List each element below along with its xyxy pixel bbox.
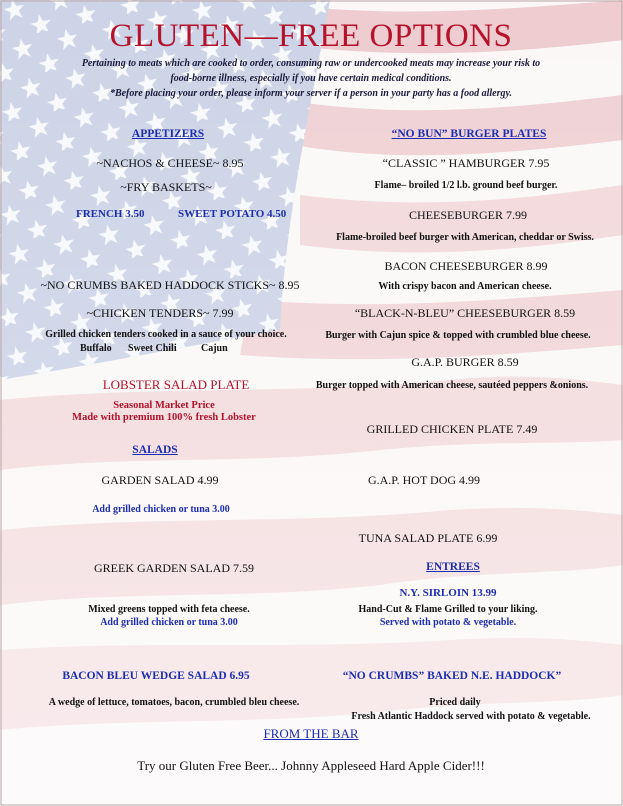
disclaimer-line-3: *Before placing your order, please inform your server if a person in your party has a food allergy. <box>109 88 513 99</box>
greek-salad-description: Mixed greens topped with feta cheese. <box>88 604 250 615</box>
gluten-free-beer-note: Try our Gluten Free Beer... Johnny Appleseed Hard Apple Cider!!! <box>137 758 485 773</box>
bacon-cheeseburger-description: With crispy bacon and American cheese. <box>378 281 552 292</box>
cheeseburger-item: CHEESEBURGER 7.99 <box>408 208 528 222</box>
appetizers-header: APPETIZERS <box>131 128 205 140</box>
baked-haddock-description: Fresh Atlantic Haddock served with potato & vegetable. <box>351 711 591 722</box>
burger-plates-header: “NO BUN” BURGER PLATES <box>391 128 547 140</box>
classic-hamburger-description: Flame– broiled 1/2 l.b. ground beef burger. <box>374 180 558 191</box>
sauce-buffalo: Buffalo <box>80 343 112 354</box>
sweet-potato-fries-item: SWEET POTATO 4.50 <box>178 208 287 220</box>
grilled-chicken-plate-item: GRILLED CHICKEN PLATE 7.49 <box>366 422 538 436</box>
ny-sirloin-served-with: Served with potato & vegetable. <box>379 617 517 628</box>
gap-burger-item: G.A.P. BURGER 8.59 <box>411 355 519 369</box>
garden-salad-addon: Add grilled chicken or tuna 3.00 <box>92 504 230 515</box>
entrees-header: ENTREES <box>426 561 480 573</box>
cheeseburger-description: Flame-broiled beef burger with American, cheddar or Swiss. <box>336 232 594 243</box>
sauce-cajun: Cajun <box>201 343 228 354</box>
chicken-tenders-description: Grilled chicken tenders cooked in a sauce of your choice. <box>45 329 287 340</box>
black-n-bleu-description: Burger with Cajun spice & topped with crumbled blue cheese. <box>325 330 591 341</box>
chicken-tenders-item: ~CHICKEN TENDERS~ 7.99 <box>86 306 234 320</box>
gap-burger-description: Burger topped with American cheese, sautéed peppers &onions. <box>315 380 589 391</box>
haddock-sticks-item: ~NO CRUMBS BAKED HADDOCK STICKS~ 8.95 <box>40 278 300 292</box>
from-the-bar-header: FROM THE BAR <box>263 726 359 741</box>
greek-salad-item: GREEK GARDEN SALAD 7.59 <box>94 561 254 575</box>
bacon-bleu-salad-item: BACON BLEU WEDGE SALAD 6.95 <box>62 670 250 682</box>
disclaimer-line-1: Pertaining to meats which are cooked to order, consuming raw or undercooked meats may increase your risk to <box>81 58 541 69</box>
bacon-cheeseburger-item: BACON CHEESEBURGER 8.99 <box>384 259 548 273</box>
ny-sirloin-item: N.Y. SIRLOIN 13.99 <box>399 587 497 599</box>
page-title: GLUTEN—FREE OPTIONS <box>109 18 513 54</box>
black-n-bleu-item: “BLACK-N-BLEU” CHEESEBURGER 8.59 <box>354 306 576 320</box>
baked-haddock-price: Priced daily <box>429 697 481 708</box>
gap-hot-dog-item: G.A.P. HOT DOG 4.99 <box>367 473 481 487</box>
lobster-salad-header: LOBSTER SALAD PLATE <box>102 377 250 392</box>
classic-hamburger-item: “CLASSIC ” HAMBURGER 7.95 <box>382 156 550 170</box>
sauce-sweet-chili: Sweet Chili <box>128 343 177 354</box>
salads-header: SALADS <box>132 444 178 456</box>
bacon-bleu-salad-description: A wedge of lettuce, tomatoes, bacon, crumbled bleu cheese. <box>48 697 300 708</box>
tuna-salad-plate-item: TUNA SALAD PLATE 6.99 <box>358 531 498 545</box>
baked-haddock-item: “NO CRUMBS” BAKED N.E. HADDOCK” <box>342 670 562 682</box>
lobster-price: Seasonal Market Price <box>113 400 215 411</box>
french-fries-item: FRENCH 3.50 <box>76 208 145 220</box>
garden-salad-item: GARDEN SALAD 4.99 <box>101 473 219 487</box>
ny-sirloin-description: Hand-Cut & Flame Grilled to your liking. <box>358 604 538 615</box>
fry-baskets-item: ~FRY BASKETS~ <box>120 180 212 194</box>
disclaimer-line-2: food-borne illness, especially if you have certain medical conditions. <box>170 73 452 84</box>
greek-salad-addon: Add grilled chicken or tuna 3.00 <box>100 617 238 628</box>
nachos-item: ~NACHOS & CHEESE~ 8.95 <box>96 156 244 170</box>
lobster-description: Made with premium 100% fresh Lobster <box>72 412 256 423</box>
